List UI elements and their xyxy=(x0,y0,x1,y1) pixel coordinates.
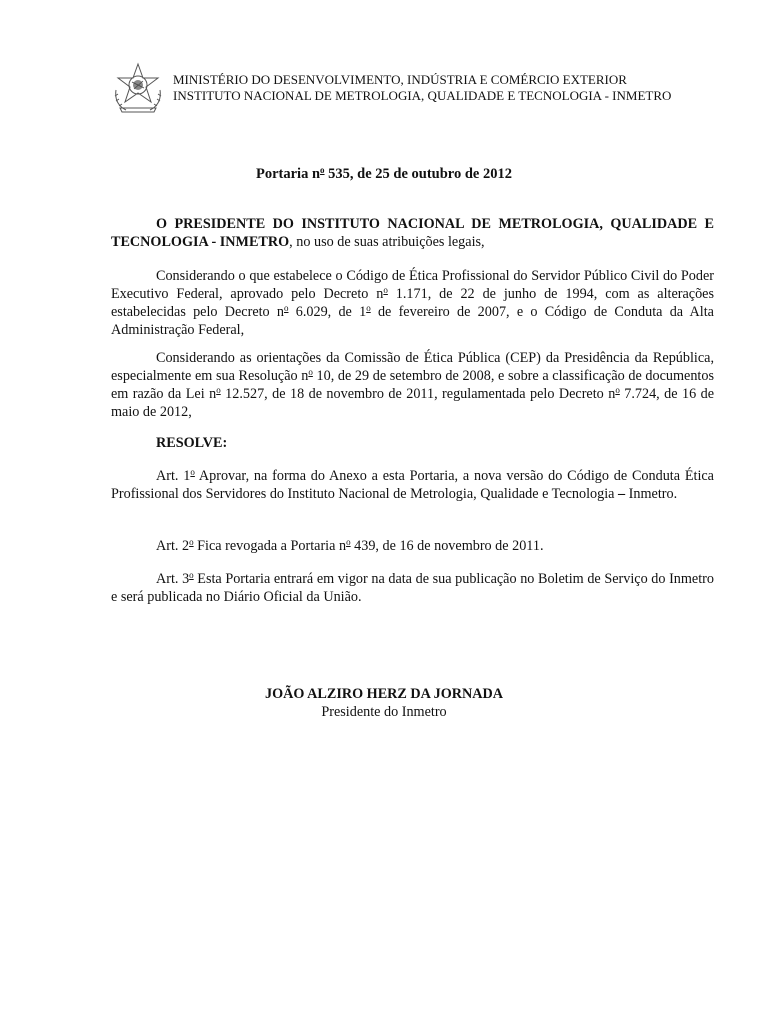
institute-name: INSTITUTO NACIONAL DE METROLOGIA, QUALIDADE E TECNOLOGIA - INMETRO xyxy=(173,88,672,103)
preamble-bold: O PRESIDENTE DO INSTITUTO NACIONAL DE METROLOGIA, QUALIDADE E TECNOLOGIA - INMETRO xyxy=(111,216,714,250)
signatory-name: JOÃO ALZIRO HERZ DA JORNADA xyxy=(264,686,504,702)
article-2-paragraph: Art. 2$^o$ Fica revogada a Portaria $n^o$ 439, de 16 de novembro de 2011. xyxy=(156,537,544,554)
document-header xyxy=(173,72,671,104)
signatory-role: Presidente do Inmetro xyxy=(321,704,447,720)
ministry-name: MINISTÉRIO DO DESENVOLVIMENTO, INDÚSTRIA E COMÉRCIO EXTERIOR xyxy=(173,72,627,87)
resolve-heading: RESOLVE: xyxy=(156,435,228,451)
brazil-coat-of-arms-icon xyxy=(110,60,166,114)
article-1-paragraph: Art. 1$^o$ Aprovar, na forma do Anexo a esta Portaria, a nova versão do Código de Conduta Ética Profissional dos Servidores do Instituto Nacional de Metrologia, Qualidade e Tecnologia – Inmetro. xyxy=(111,467,714,502)
document-title: Portaria $n^o$ 535, de 25 de outubro de 2012 xyxy=(256,165,512,182)
considerando-1-paragraph: Considerando o que estabelece o Código de Ética Profissional do Servidor Público Civil do Poder Executivo Federal, aprovado pelo Decreto $n^o$ 1.171, de 22 de junho de 1994, com as alterações estabelecidas pelo Decreto $n^o$ 6.029, de 1$^o$ de fevereiro de 2007, e o Código de Conduta da Alta Administração Federal, xyxy=(111,268,714,338)
considerando-2-paragraph: Considerando as orientações da Comissão de Ética Pública (CEP) da Presidência da República, especialmente em sua Resolução $n^o$ 10, de 29 de setembro de 2008, e sobre a classificação de documentos em razão da Lei $n^o$ 12.527, de 18 de novembro de 2011, regulamentada pelo Decreto $n^o$ 7.724, de 16 de maio de 2012, xyxy=(111,350,715,420)
preamble-paragraph: O PRESIDENTE DO INSTITUTO NACIONAL DE METROLOGIA, QUALIDADE E TECNOLOGIA - INMETRO, no uso de suas atribuições legais, xyxy=(111,216,714,250)
article-3-paragraph: Art. 3$^o$ Esta Portaria entrará em vigor na data de sua publicação no Boletim de Serviço do Inmetro e será publicada no Diário Oficial da União. xyxy=(111,570,714,605)
